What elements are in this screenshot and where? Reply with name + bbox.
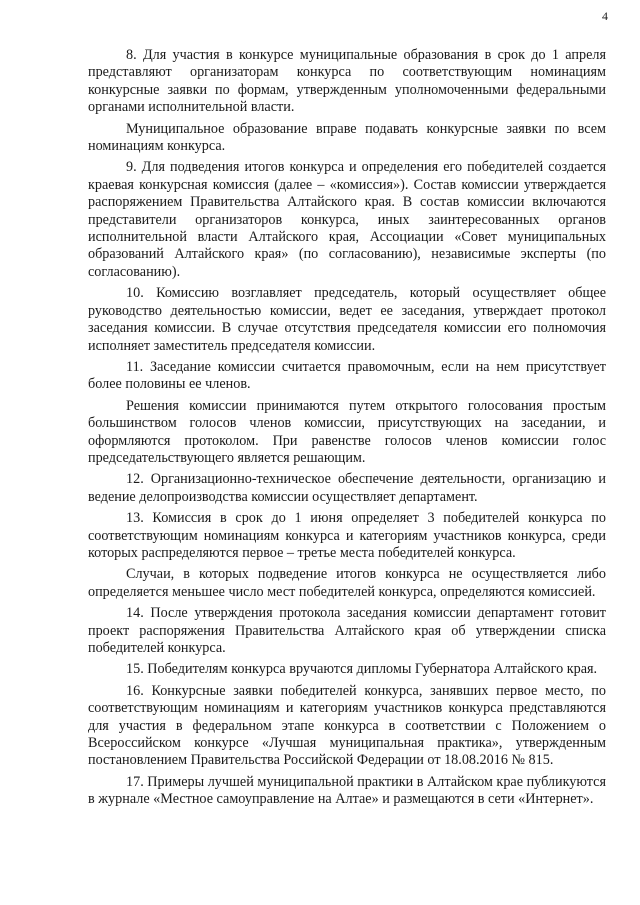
paragraph-9: 9. Для подведения итогов конкурса и определения его победителей создается краевая конкурсная комиссия (далее – «комиссия»). Состав комиссии утверждается распоряжением Правительства Алтайского края. В состав комиссии включаются представители организаторов конкурса, иных заинтересованных органов исполнительной власти Алтайского края, Ассоциации «Совет муниципальных образований Алтайского края» (по согласованию), независимые эксперты (по согласованию).: [88, 159, 606, 280]
document-body: [88, 47, 606, 813]
paragraph-16: 16. Конкурсные заявки победителей конкурса, занявших первое место, по соответствующим номинациям и категориям участников конкурса представляются для участия в федеральном этапе конкурса в соответствии с Положением о Всероссийском конкурсе «Лучшая муниципальная практика», утвержденным постановлением Правительства Российской Федерации от 18.08.2016 № 815.: [88, 682, 606, 769]
paragraph-11: 11. Заседание комиссии считается правомочным, если на нем присутствует более половины ее членов.: [88, 358, 606, 393]
page-number: 4: [602, 9, 608, 23]
paragraph-13-cases: Случаи, в которых подведение итогов конкурса не осуществляется либо определяется меньшее число мест победителей конкурса, определяются комиссией.: [88, 566, 606, 600]
paragraph-12: 12. Организационно-техническое обеспечение деятельности, организацию и ведение делопроизводства комиссии осуществляет департамент.: [88, 471, 606, 505]
paragraph-8-note: Муниципальное образование вправе подавать конкурсные заявки по всем номинациям конкурса.: [88, 120, 606, 155]
paragraph-14: 14. После утверждения протокола заседания комиссии департамент готовит проект распоряжения Правительства Алтайского края об утверждении списка победителей конкурса.: [88, 605, 606, 656]
paragraph-17: 17. Примеры лучшей муниципальной практики в Алтайском крае публикуются в журнале «Местное самоуправление на Алтае» и размещаются в сети «Интернет».: [88, 773, 606, 808]
paragraph-11-decisions: Решения комиссии принимаются путем открытого голосования простым большинством голосов членов комиссии, присутствующих на заседании, и оформляются протоколом. При равенстве голосов членов комиссии голос председательствующего является решающим.: [88, 397, 606, 466]
paragraph-10: 10. Комиссию возглавляет председатель, который осуществляет общее руководство деятельностью комиссии, ведет ее заседания, утверждает протокол заседания комиссии. В случае отсутствия председателя комиссии его полномочия исполняет заместитель председателя комиссии.: [88, 285, 606, 354]
paragraph-15: 15. Победителям конкурса вручаются дипломы Губернатора Алтайского края.: [126, 661, 598, 678]
paragraph-8: 8. Для участия в конкурсе муниципальные образования в срок до 1 апреля представляют организаторам конкурса по соответствующим номинациям конкурсные заявки по формам, утвержденным уполномоченными федеральными органами исполнительной власти.: [88, 47, 606, 116]
paragraph-13: 13. Комиссия в срок до 1 июня определяет 3 победителей конкурса по соответствующим номинациям конкурса и категориям участников конкурса, среди которых распределяются первое – третье места победителей конкурса.: [88, 510, 606, 561]
